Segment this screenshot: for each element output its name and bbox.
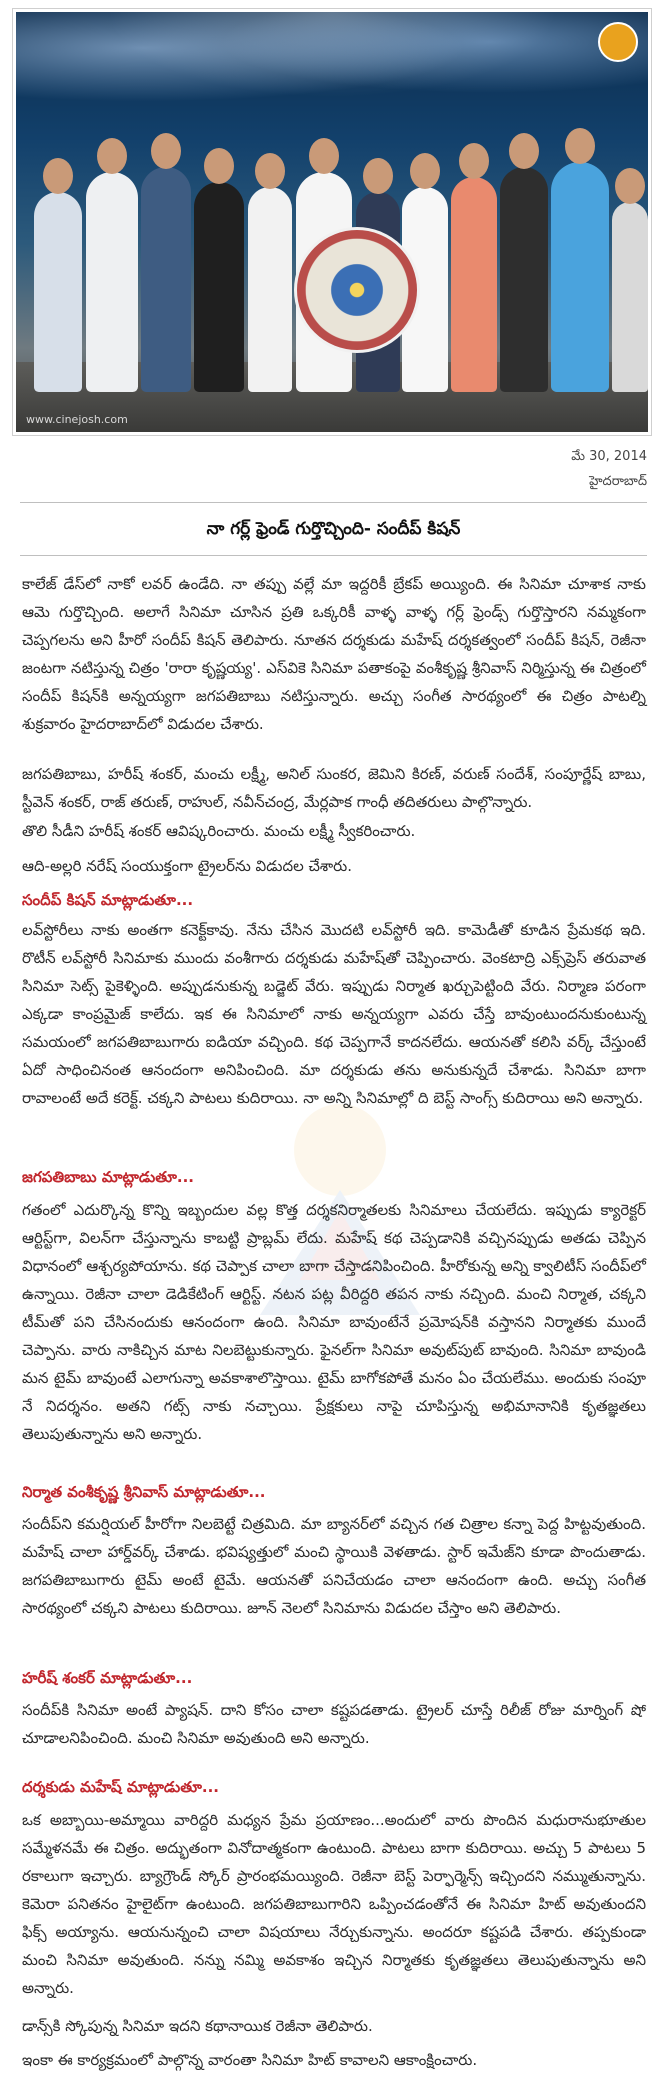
- article-paragraph: కాలేజ్ డేస్‌లో నాకో లవర్ ఉండేది. నా తప్పు వల్లే మా ఇద్దరికీ బ్రేకప్ అయ్యింది. ఈ సినిమా చూశాక నాకు ఆమె గుర్తొచ్చింది. అలాగే సినిమా చూసిన ప్రతి ఒక్కరికీ వాళ్ళ వాళ్ళ గర్ల్ ఫ్రెండ్స్ గుర్తొస్తారని నమ్మకంగా చెప్పగలను అని హీరో సందీప్ కిషన్ తెలిపారు. నూతన దర్శకుడు మహేష్ దర్శకత్వంలో సందీప్ కిషన్, రెజీనా జంటగా నటిస్తున్న చిత్రం 'రారా కృష్ణయ్య'. ఎస్‌వికె సినిమా పతాకంపై వంశీకృష్ణ శ్రీనివాస్ నిర్మిస్తున్న ఈ చిత్రంలో సందీప్ కిషన్‌కి అన్నయ్యగా జగపతిబాబు నటిస్తున్నారు. అచ్చు సంగీత సారథ్యంలో ఈ చిత్రం పాటల్ని శుక్రవారం హైదరాబాద్‌లో విడుదల చేశారు.: [22, 575, 646, 733]
- closing-paragraph: ఇంకా ఈ కార్యక్రమంలో పాల్గొన్న వారంతా సినిమా హిట్ కావాలని ఆకాంక్షించారు.: [22, 2051, 478, 2069]
- section-heading: సందీప్ కిషన్ మాట్లాడుతూ...: [22, 891, 194, 909]
- divider: [20, 502, 647, 503]
- article-date: మే 30, 2014: [571, 449, 647, 464]
- logo-icon: [598, 22, 638, 62]
- section-heading: జగపతిబాబు మాట్లాడుతూ...: [22, 1168, 195, 1186]
- article-paragraph: జగపతిబాబు, హరీష్ శంకర్, మంచు లక్ష్మీ, అనిల్ సుంకర, జెమిని కిరణ్, వరుణ్ సందేశ్, సంపూర్ణేష్ బాబు, స్టీవెన్ శంకర్, రాజ్ తరుణ్, రాహుల్, నవీన్‌చంద్ర, మేర్లపాక గాంధీ తదితరులు పాల్గొన్నారు.: [22, 765, 646, 811]
- section-heading: దర్శకుడు మహేష్ మాట్లాడుతూ...: [22, 1778, 219, 1796]
- closing-paragraph: డాన్స్‌కి స్కోపున్న సినిమా ఇదని కథానాయిక రెజీనా తెలిపారు.: [22, 2017, 373, 2035]
- article-paragraph: ఆది-అల్లరి నరేష్ సంయుక్తంగా ట్రైలర్‌ను విడుదల చేశారు.: [22, 857, 352, 875]
- person-figure: [612, 202, 648, 392]
- article-paragraph: తొలి సీడీని హరీష్ శంకర్ ఆవిష్కరించారు. మంచు లక్ష్మీ స్వీకరించారు.: [22, 822, 416, 840]
- person-figure: [34, 192, 82, 392]
- event-photo-frame: [12, 8, 652, 436]
- section-text: సందీప్‌కి సినిమా అంటే ప్యాషన్. దాని కోసం చాలా కష్టపడతాడు. ట్రైలర్ చూస్తే రిలీజ్ రోజు మార్నింగ్ షో చూడాలనిపించింది. మంచి సినిమా అవుతుంది అని అన్నారు.: [22, 1701, 646, 1747]
- section-heading: నిర్మాత వంశీకృష్ణ శ్రీనివాస్ మాట్లాడుతూ...: [22, 1483, 266, 1501]
- section-text: సందీప్‌ని కమర్షియల్ హీరోగా నిలబెట్టే చిత్రమిది. మా బ్యానర్‌లో వచ్చిన గత చిత్రాల కన్నా పెద్ద హిట్టవుతుంది. మహేష్ చాలా హార్డ్‌వర్క్ చేశాడు. భవిష్యత్తులో మంచి స్థాయికి వెళతాడు. స్టార్ ఇమేజ్‌ని కూడా పొందుతాడు. జగపతిబాబుగారు టైమ్ అంటే టైమే. ఆయనతో పనిచేయడం చాలా ఆనందంగా ఉంది. అచ్చు సంగీత సారథ్యంలో చక్కని పాటలు కుదిరాయి. జూన్ నెలలో సినిమాను విడుదల చేస్తాం అని తెలిపారు.: [22, 1515, 646, 1617]
- event-photo: [16, 12, 648, 432]
- article-place: హైదరాబాద్: [589, 474, 647, 489]
- person-figure: [500, 167, 548, 392]
- section-text: ఒక అబ్బాయి-అమ్మాయి వారిద్దరి మధ్యన ప్రేమ ప్రయాణం...అందులో వారు పొందిన మధురానుభూతుల సమ్మేళనమే ఈ చిత్రం. అద్భుతంగా వినోదాత్మకంగా ఉంటుంది. పాటలు బాగా కుదిరాయి. అచ్చు 5 పాటలు 5 రకాలుగా ఇచ్చారు. బ్యాగ్రౌండ్ స్కోర్ ప్రారంభమయ్యింది. రెజీనా బెస్ట్ పెర్ఫార్మెన్స్ ఇచ్చిందని నమ్ముతున్నాను. కెమెరా పనితనం హైలైట్‌గా ఉంటుంది. జగపతిబాబుగారిని ఒప్పించడంతోనే ఈ సినిమా హిట్ అవుతుందని ఫిక్స్ అయ్యాను. ఆయనున్నంచి చాలా విషయాలు నేర్చుకున్నాను. అందరూ కష్టపడి చేశారు. తప్పకుండా మంచి సినిమా అవుతుంది. నన్ను నమ్మి అవకాశం ఇచ్చిన నిర్మాతకు కృతజ్ఞతలు తెలుపుతున్నాను అని అన్నారు.: [22, 1811, 646, 1997]
- person-figure: [248, 187, 292, 392]
- section-text: లవ్‌స్టోరీలు నాకు అంతగా కనెక్ట్‌కావు. నేను చేసిన మొదటి లవ్‌స్టోరీ ఇది. కామెడీతో కూడిన ప్రేమకథ ఇది. రొటీన్ లవ్‌స్టోరీ సినిమాకు ముందు వంశీగారు దర్శకుడు మహేష్‌తో చెప్పించారు. వెంకటాద్రి ఎక్స్‌ప్రెస్ తరువాత సినిమా సెట్స్ పైకెళ్ళింది. అప్పుడనుకున్న బడ్జెట్ వేరు. ఇప్పుడు నిర్మాత ఖర్చుపెట్టింది వేరు. నిర్మాణ పరంగా ఎక్కడా కాంప్రమైజ్ కాలేదు. ఇక ఈ సినిమాలో నాకు అన్నయ్యగా ఎవరు చేస్తే బావుంటుందనుకుంటున్న సమయంలో జగపతిబాబుగారు ఐడియా వచ్చింది. కథ చెప్పగానే కాదనలేదు. ఆయనతో కలిసి వర్క్ చేస్తుంటే ఏదో సాధించినంత ఆనందంగా అనిపించింది. మా దర్శకుడు తను అనుకున్నదే చేశాడు. సినిమా బాగా రావాలంటే అదే కరెక్ట్. చక్కని పాటలు కుదిరాయి. నా అన్ని సినిమాల్లో ది బెస్ట్ సాంగ్స్ కుదిరాయి అని అన్నారు.: [22, 921, 646, 1107]
- person-figure: [551, 162, 609, 392]
- person-figure: [194, 182, 244, 392]
- article-headline: నా గర్ల్ ఫ్రెండ్ గుర్తొచ్చింది- సందీప్ కిషన్: [206, 519, 461, 539]
- person-figure: [86, 172, 138, 392]
- stage-lights: [16, 12, 648, 132]
- person-figure: [451, 177, 497, 392]
- divider: [20, 555, 647, 556]
- person-figure: [141, 167, 191, 392]
- photo-watermark: www.cinejosh.com: [26, 413, 128, 426]
- section-heading: హరీష్ శంకర్ మాట్లాడుతూ...: [22, 1669, 193, 1687]
- audio-cd-disc: [294, 227, 420, 353]
- section-text: గతంలో ఎదుర్కొన్న కొన్ని ఇబ్బందుల వల్ల కొత్త దర్శకనిర్మాతలకు సినిమాలు చేయలేదు. ఇప్పుడు క్యారెక్టర్ ఆర్టిస్ట్‌గా, విలన్‌గా చేస్తున్నాను కాబట్టి ప్రాబ్లమ్ లేదు. మహేష్ కథ చెప్పడానికి వచ్చినప్పుడు అతడు చెప్పిన విధానంలో ఆశ్చర్యపోయాను. కథ చెప్పాక చాలా బాగా చేస్తాడనిపించింది. హీరోకున్న అన్ని క్వాలిటీస్ సందీప్‌లో ఉన్నాయి. రెజీనా చాలా డెడికేటింగ్ ఆర్టిస్ట్. నటన పట్ల వీరిద్దరి తపన నాకు నచ్చింది. మంచి నిర్మాత, చక్కని టీమ్‌తో పని చేసినందుకు ఆనందంగా ఉంది. సినిమా బావుంటేనే ప్రమోషన్‌కి వస్తానని నిర్మాతకు ముందే చెప్పాను. వారు నాకిచ్చిన మాట నిలబెట్టుకున్నారు. ఫైనల్‌గా సినిమా అవుట్‌పుట్ బావుంది. సినిమా బావుండి మన టైమ్ బావుంటే ఎలాగున్నా అవకాశాలొస్తాయి. టైమ్ బాగోకపోతే మనం ఏం చేయలేము. అందుకు సంపూ నే నిదర్శనం. అతని గట్స్ నాకు నచ్చాయి. ప్రేక్షకులు నాపై చూపిస్తున్న అభిమానానికి కృతజ్ఞతలు తెలుపుతున్నాను అని అన్నారు.: [22, 1201, 646, 1443]
